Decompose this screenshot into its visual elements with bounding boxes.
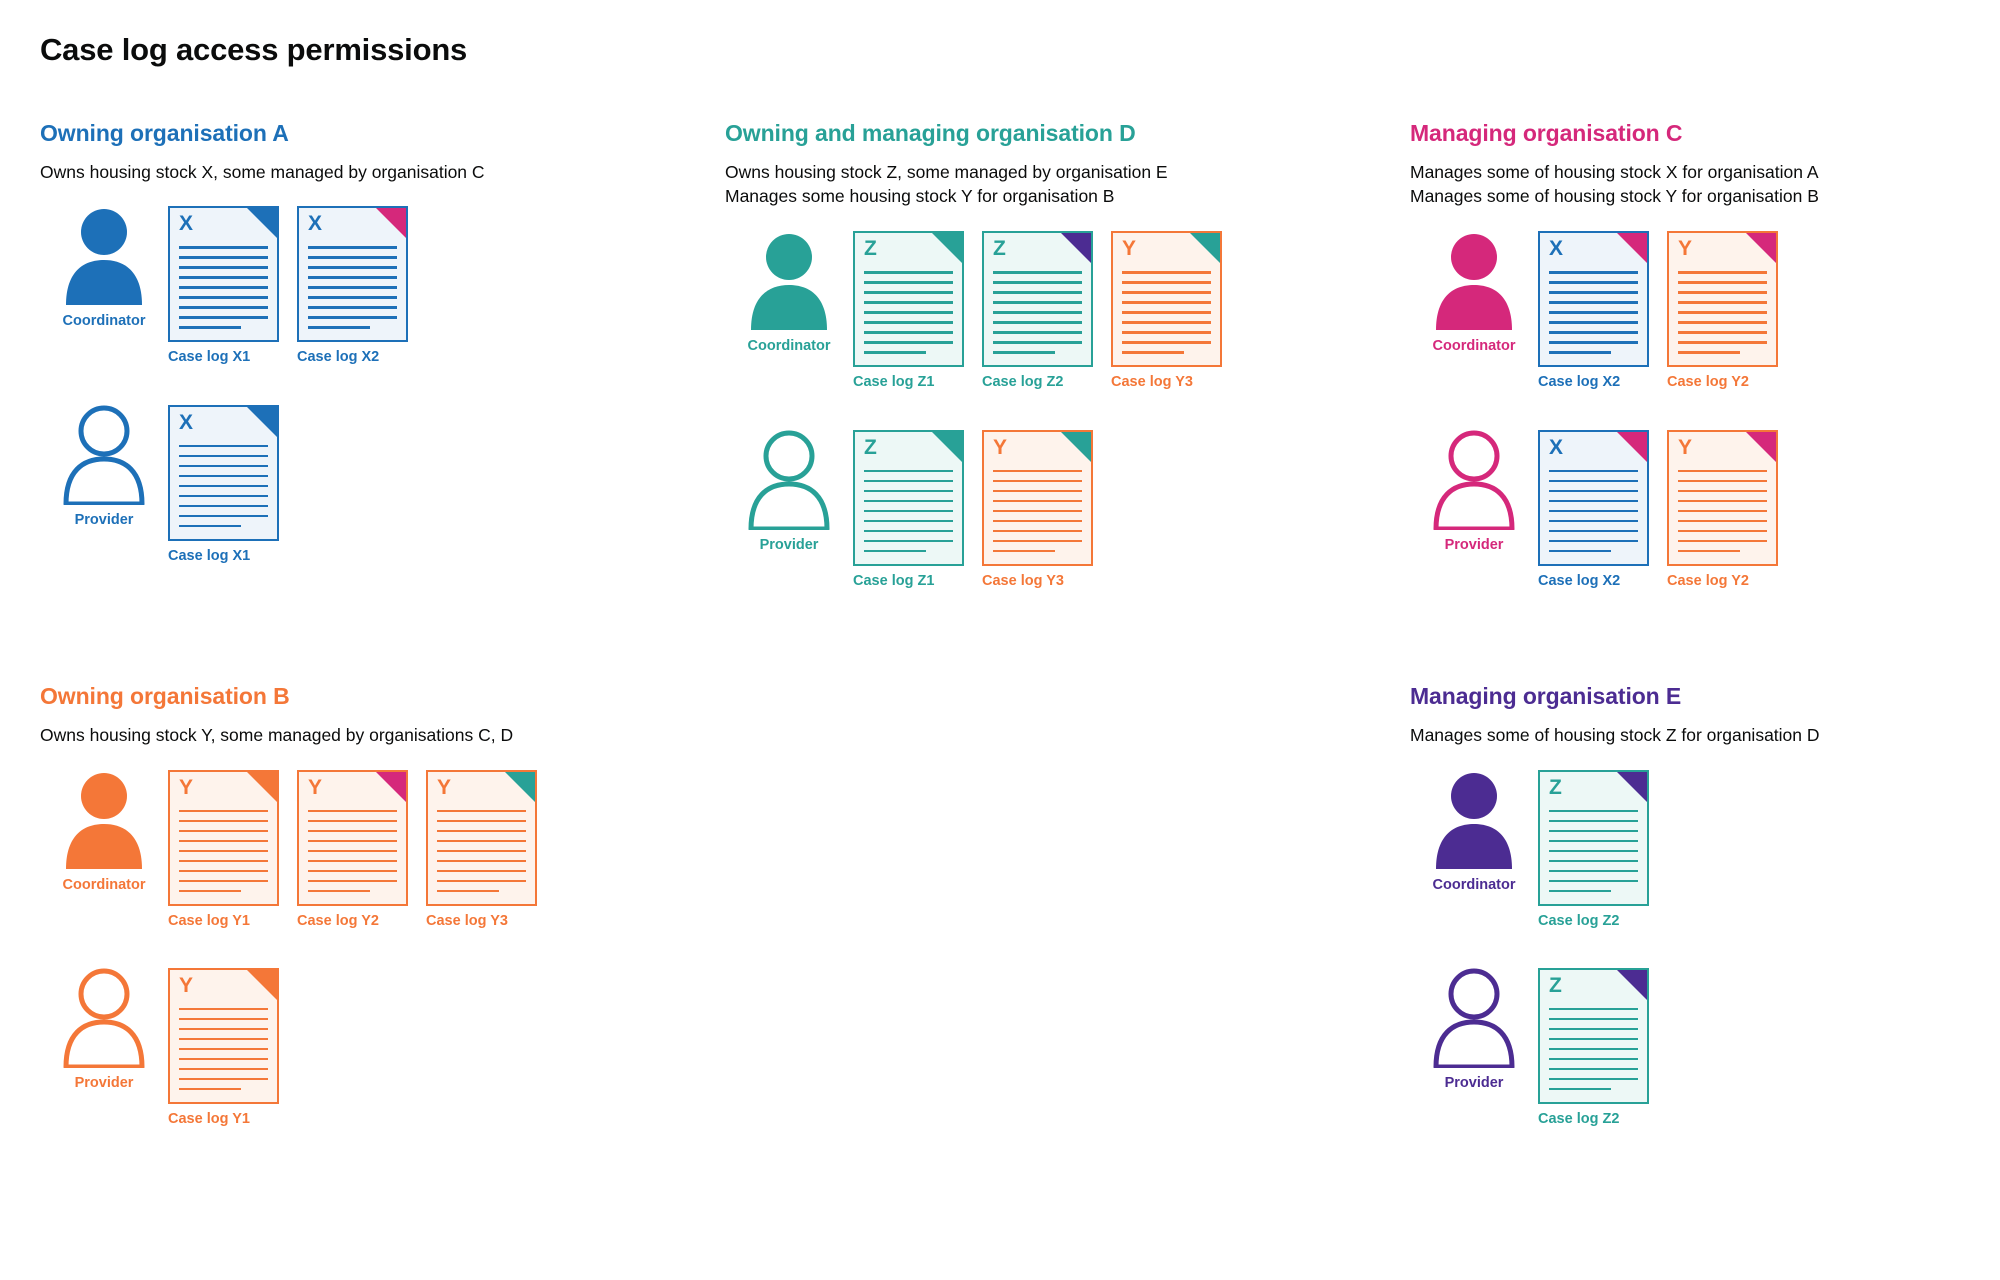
case-log-label: Case log Z2 [1538, 1110, 1620, 1127]
organisation-description-line: Owns housing stock X, some managed by organisation C [40, 161, 485, 182]
case-log-list [168, 206, 408, 366]
document-stock-letter: X [1549, 237, 1564, 261]
document-text-lines [179, 810, 268, 900]
role-label: Provider [74, 511, 134, 528]
case-log-document [168, 405, 279, 565]
document-text-lines [993, 470, 1082, 560]
document-sheet [1538, 430, 1649, 566]
document-text-lines [1678, 470, 1767, 560]
document-stock-letter: Z [864, 237, 877, 261]
document-stock-letter: X [179, 410, 194, 434]
document-sheet [168, 968, 279, 1104]
case-log-document [168, 770, 279, 930]
case-log-label: Case log X2 [1538, 374, 1621, 391]
user-role-coordinator [1410, 231, 1538, 354]
role-row [40, 968, 725, 1128]
case-log-document [426, 770, 537, 930]
organisation-grid [40, 120, 1970, 1128]
case-log-list [168, 968, 279, 1128]
case-log-label: Case log Y1 [168, 1110, 250, 1127]
org-column-d [725, 120, 1410, 590]
organisation-row-top [40, 120, 1970, 590]
document-text-lines [308, 246, 397, 336]
document-text-lines [864, 271, 953, 361]
case-log-label: Case log Y2 [1667, 374, 1749, 391]
role-row [1410, 231, 2000, 391]
document-text-lines [864, 470, 953, 560]
case-log-label: Case log X2 [297, 349, 380, 366]
organisation-title: Managing organisation C [1410, 120, 1683, 146]
person-icon [746, 430, 832, 530]
org-column-a [40, 120, 725, 565]
document-fold-corner-icon [247, 970, 277, 1000]
document-text-lines [1549, 810, 1638, 900]
user-role-provider [1410, 430, 1538, 553]
role-label: Provider [1444, 1074, 1504, 1091]
organisation-description [40, 723, 725, 748]
document-fold-corner-icon [247, 772, 277, 802]
org-column-b [40, 683, 725, 1128]
case-log-list [1538, 430, 1778, 590]
document-fold-corner-icon [1617, 233, 1647, 263]
document-fold-corner-icon [376, 208, 406, 238]
organisation-title: Owning organisation A [40, 120, 289, 146]
case-log-label: Case log X1 [168, 547, 251, 564]
document-fold-corner-icon [932, 233, 962, 263]
user-role-coordinator [1410, 770, 1538, 893]
document-fold-corner-icon [1746, 432, 1776, 462]
case-log-label: Case log Y2 [1667, 572, 1749, 589]
role-row [1410, 770, 2000, 930]
role-row [40, 405, 725, 565]
organisation-title: Managing organisation E [1410, 683, 1682, 710]
document-text-lines [1549, 271, 1638, 361]
document-fold-corner-icon [376, 772, 406, 802]
document-sheet [982, 430, 1093, 566]
document-stock-letter: Z [993, 237, 1006, 261]
document-sheet [1538, 770, 1649, 906]
case-log-label: Case log Z1 [853, 572, 935, 589]
case-log-label: Case log Z2 [1538, 912, 1620, 929]
document-text-lines [993, 271, 1082, 361]
case-log-document [1538, 770, 1649, 930]
case-log-document [982, 231, 1093, 391]
document-fold-corner-icon [1617, 432, 1647, 462]
case-log-label: Case log Z2 [982, 374, 1064, 391]
case-log-document [982, 430, 1093, 590]
case-log-document [1667, 430, 1778, 590]
user-role-coordinator [725, 231, 853, 354]
case-log-document [1538, 968, 1649, 1128]
document-stock-letter: X [1549, 435, 1564, 459]
case-log-label: Case log Y1 [168, 912, 250, 929]
document-fold-corner-icon [247, 407, 277, 437]
case-log-document [1538, 231, 1649, 391]
role-label: Provider [74, 1074, 134, 1091]
document-text-lines [179, 445, 268, 535]
document-fold-corner-icon [505, 772, 535, 802]
case-log-list [853, 231, 1222, 391]
role-row [1410, 968, 2000, 1128]
document-fold-corner-icon [1061, 432, 1091, 462]
document-stock-letter: Z [1549, 973, 1562, 997]
organisation-description-line: Manages some housing stock Y for organisation B [725, 186, 1115, 207]
role-row [725, 231, 1410, 391]
case-log-label: Case log Y2 [297, 912, 379, 929]
user-role-coordinator [40, 770, 168, 893]
case-log-list [168, 770, 537, 930]
document-sheet [1111, 231, 1222, 367]
document-fold-corner-icon [1746, 233, 1776, 263]
document-text-lines [1678, 271, 1767, 361]
case-log-document [853, 231, 964, 391]
document-sheet [1667, 430, 1778, 566]
case-log-document [297, 770, 408, 930]
case-log-label: Case log Z1 [853, 374, 935, 391]
role-label: Provider [1444, 536, 1504, 553]
user-role-coordinator [40, 206, 168, 329]
org-column-e [1410, 683, 2000, 1128]
document-stock-letter: Y [1678, 435, 1693, 459]
organisation-description-line: Manages some of housing stock Y for organisation B [1410, 186, 1819, 207]
case-log-document [1538, 430, 1649, 590]
document-stock-letter: Y [179, 775, 194, 799]
document-stock-letter: X [308, 212, 323, 236]
case-log-label: Case log X2 [1538, 572, 1621, 589]
document-sheet [168, 206, 279, 342]
document-sheet [853, 231, 964, 367]
document-stock-letter: Y [993, 435, 1008, 459]
document-sheet [1538, 231, 1649, 367]
document-stock-letter: Y [437, 775, 452, 799]
document-stock-letter: Y [1678, 237, 1693, 261]
document-stock-letter: Y [1122, 237, 1137, 261]
case-log-document [297, 206, 408, 366]
role-label: Coordinator [62, 876, 146, 893]
document-text-lines [1549, 470, 1638, 560]
page-title: Case log access permissions [40, 32, 468, 67]
case-log-document [168, 206, 279, 366]
organisation-row-bottom [40, 683, 1970, 1128]
document-fold-corner-icon [932, 432, 962, 462]
document-sheet [853, 430, 964, 566]
case-log-label: Case log Y3 [426, 912, 508, 929]
case-log-list [853, 430, 1093, 590]
document-fold-corner-icon [1617, 970, 1647, 1000]
case-log-label: Case log X1 [168, 349, 251, 366]
person-icon [61, 770, 147, 870]
case-log-list [1538, 231, 1778, 391]
document-stock-letter: Z [864, 435, 877, 459]
case-log-list [1538, 968, 1649, 1128]
document-sheet [168, 405, 279, 541]
document-text-lines [1122, 271, 1211, 361]
case-log-label: Case log Y3 [1111, 374, 1193, 391]
document-text-lines [437, 810, 526, 900]
document-fold-corner-icon [247, 208, 277, 238]
organisation-description [40, 160, 725, 185]
role-row [40, 770, 725, 930]
document-text-lines [179, 246, 268, 336]
organisation-title: Owning organisation B [40, 683, 290, 710]
person-icon [61, 405, 147, 505]
document-sheet [982, 231, 1093, 367]
document-sheet [297, 770, 408, 906]
role-label: Coordinator [62, 313, 146, 330]
case-log-document [1667, 231, 1778, 391]
document-stock-letter: Y [179, 973, 194, 997]
document-sheet [297, 206, 408, 342]
person-icon [1431, 770, 1517, 870]
person-icon [1431, 231, 1517, 331]
case-log-document [168, 968, 279, 1128]
document-text-lines [1549, 1008, 1638, 1098]
document-sheet [168, 770, 279, 906]
document-stock-letter: Y [308, 775, 323, 799]
role-label: Provider [759, 536, 819, 553]
role-row [725, 430, 1410, 590]
role-label: Coordinator [747, 338, 831, 355]
document-text-lines [308, 810, 397, 900]
document-fold-corner-icon [1617, 772, 1647, 802]
organisation-description-line: Owns housing stock Z, some managed by organisation E [725, 161, 1168, 182]
org-column-c [1410, 120, 2000, 590]
organisation-description [725, 160, 1410, 210]
organisation-description-line: Owns housing stock Y, some managed by organisations C, D [40, 724, 514, 745]
organisation-description-line: Manages some of housing stock X for organisation A [1410, 161, 1819, 182]
organisation-description [1410, 723, 2000, 748]
person-icon [746, 231, 832, 331]
case-log-list [168, 405, 279, 565]
user-role-provider [725, 430, 853, 553]
document-fold-corner-icon [1190, 233, 1220, 263]
document-fold-corner-icon [1061, 233, 1091, 263]
case-log-label: Case log Y3 [982, 572, 1064, 589]
document-sheet [426, 770, 537, 906]
document-sheet [1667, 231, 1778, 367]
organisation-description-line: Manages some of housing stock Z for organisation D [1410, 724, 1820, 745]
role-label: Coordinator [1432, 876, 1516, 893]
person-icon [61, 968, 147, 1068]
role-row [40, 206, 725, 366]
document-stock-letter: Z [1549, 775, 1562, 799]
person-icon [1431, 968, 1517, 1068]
case-log-document [853, 430, 964, 590]
case-log-list [1538, 770, 1649, 930]
person-icon [1431, 430, 1517, 530]
organisation-title: Owning and managing organisation D [725, 120, 1136, 146]
role-row [1410, 430, 2000, 590]
document-sheet [1538, 968, 1649, 1104]
case-log-document [1111, 231, 1222, 391]
organisation-description [1410, 160, 2000, 210]
user-role-provider [1410, 968, 1538, 1091]
document-text-lines [179, 1008, 268, 1098]
person-icon [61, 206, 147, 306]
role-label: Coordinator [1432, 338, 1516, 355]
user-role-provider [40, 405, 168, 528]
user-role-provider [40, 968, 168, 1091]
document-stock-letter: X [179, 212, 194, 236]
